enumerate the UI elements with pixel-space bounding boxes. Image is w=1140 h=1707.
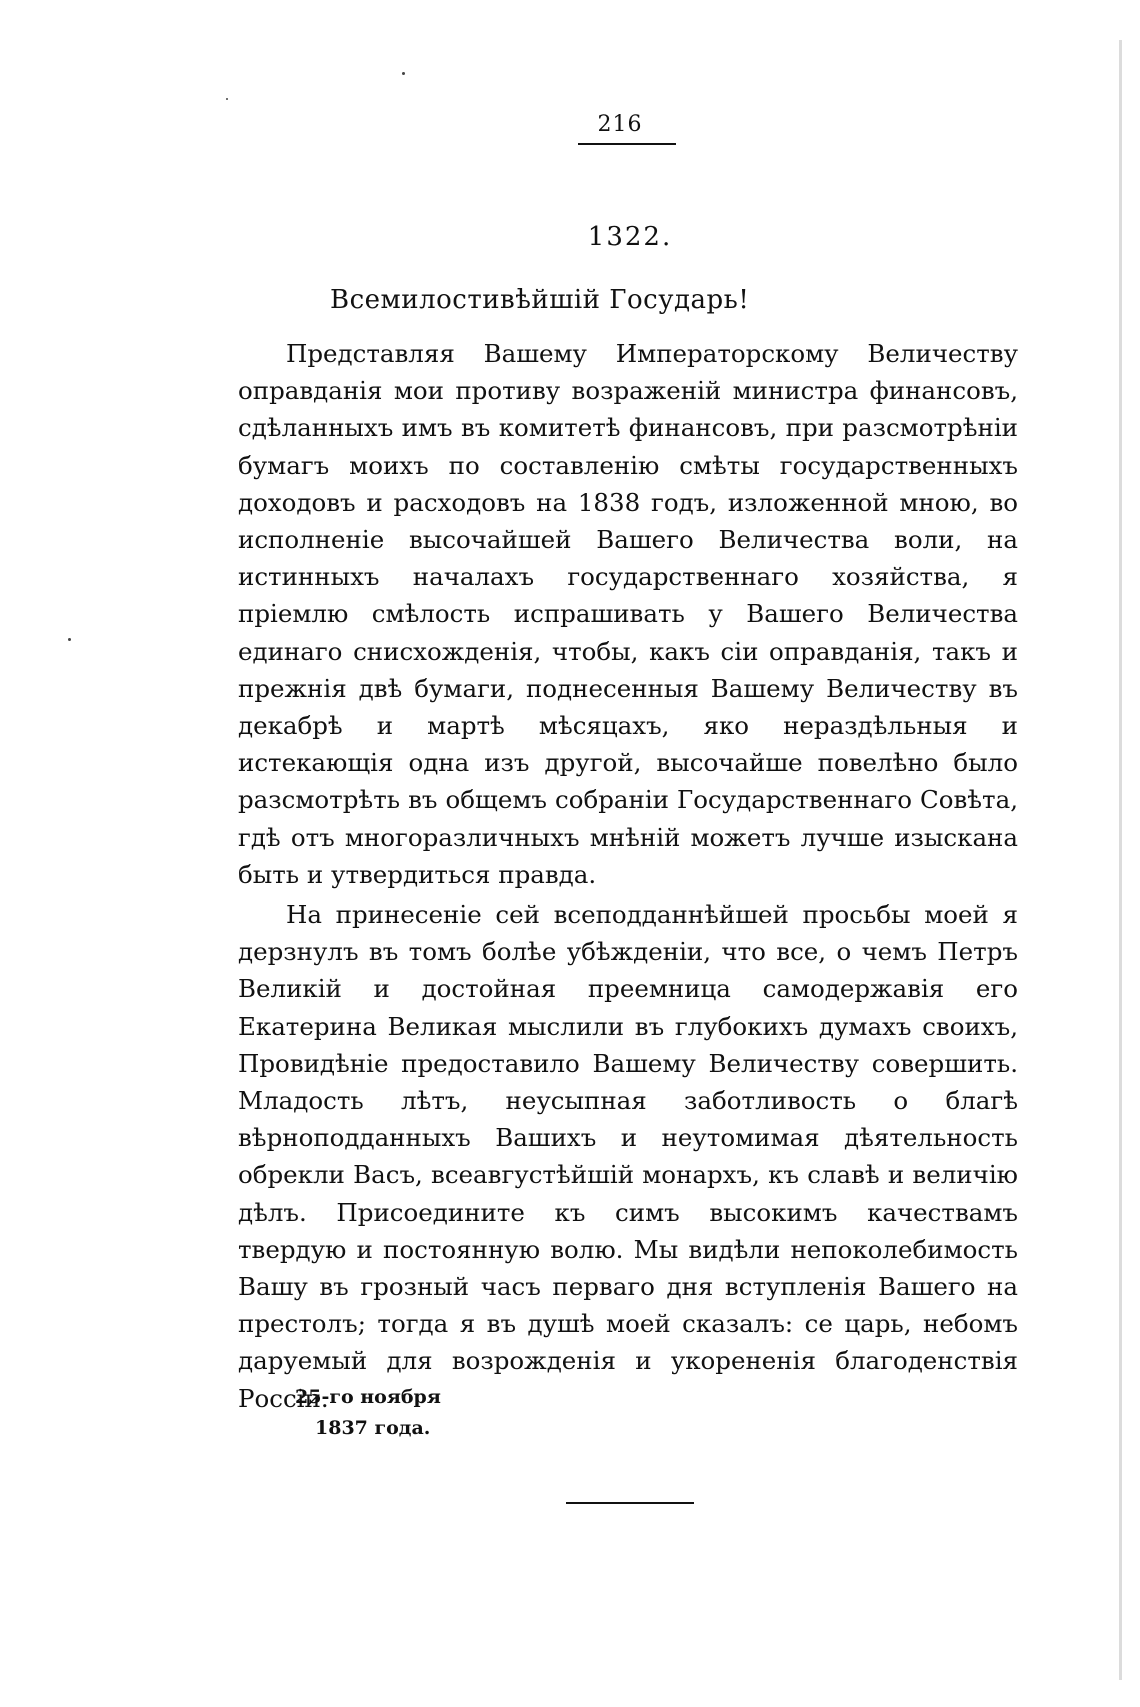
date-year: 1837 года. — [315, 1417, 431, 1439]
paragraph: На принесеніе сей всеподданнѣйшей просьбы моей я дерзнулъ въ томъ болѣе убѣжденіи, что все, о чемъ Петръ Великій и достойная преемница самодержавія его Екатерина Великая мыслили въ глубокихъ думахъ своихъ, Провидѣніе предоставило Вашему Величеству совершить. Младость лѣтъ, неусыпная заботливость о благѣ вѣрноподданныхъ Вашихъ и неутомимая дѣятельность обрекли Васъ, всеавгустѣйшій монархъ, къ славѣ и величію дѣлъ. Присоедините къ симъ высокимъ качествамъ твердую и постоянную волю. Мы видѣли непоколебимость Вашу въ грозный часъ перваго дня вступленія Вашего на престолъ; тогда я въ душѣ моей сказалъ: се царь, небомъ даруемый для возрожденія и укорененія благоденствія Россіи. — [238, 900, 1018, 1413]
paragraph: Представляя Вашему Императорскому Величеству оправданія мои противу возраженій министра финансовъ, сдѣланныхъ имъ въ комитетѣ финансовъ, при разсмотрѣніи бумагъ моихъ по составленію смѣты государственныхъ доходовъ и расходовъ на 1838 годъ, изложенной мною, во исполненіе высочайшей Вашего Величества воли, на истинныхъ началахъ государственнаго хозяйства, я пріемлю смѣлость испрашивать у Вашего Величества единаго снисхожденія, чтобы, какъ сіи оправданія, такъ и прежнія двѣ бумаги, поднесенныя Вашему Величеству въ декабрѣ и мартѣ мѣсяцахъ, яко нераздѣльныя и истекающія одна изъ другой, высочайше повелѣно было разсмотрѣть въ общемъ собраніи Государственнаго Совѣта, гдѣ отъ многоразличныхъ мнѣній можетъ лучше изыскана быть и утвердиться правда. — [238, 339, 1018, 889]
closing-rule — [566, 1502, 694, 1504]
page-number: 216 — [597, 112, 643, 137]
date-block — [295, 1382, 495, 1444]
date-day-month: 25-го ноября — [295, 1386, 441, 1408]
print-speck — [226, 98, 228, 100]
salutation: Всемилостивѣйшій Государь! — [330, 285, 750, 315]
document-number: 1322. — [587, 222, 673, 252]
page-number-underline — [578, 143, 676, 145]
print-speck — [68, 638, 71, 641]
page-edge-shadow — [1119, 40, 1122, 1680]
letter-body — [238, 335, 1018, 1417]
print-speck — [402, 72, 405, 75]
